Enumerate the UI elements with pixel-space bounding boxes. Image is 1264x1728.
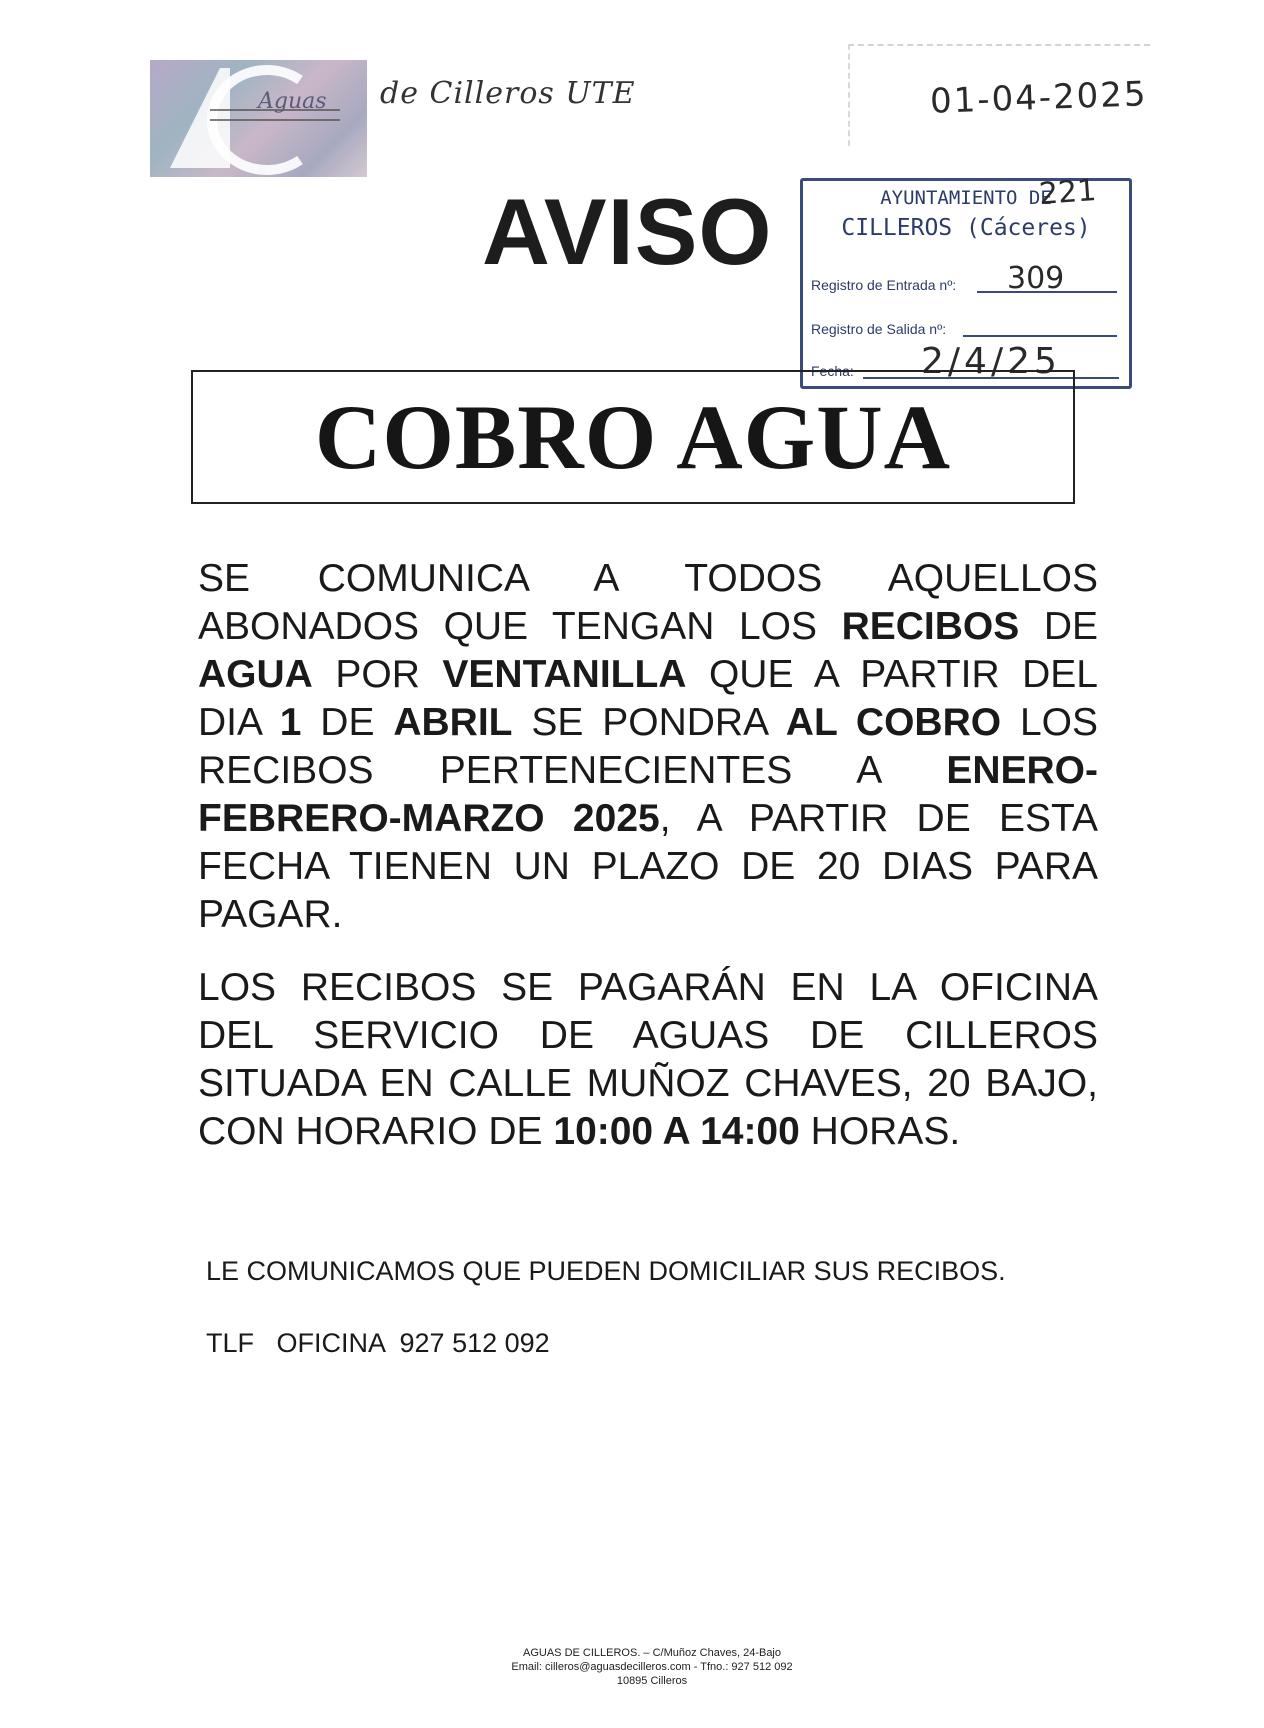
footer [432,1646,872,1688]
stamp-fecha-label: Fecha: [811,363,854,379]
aviso-heading: AVISO [482,179,773,284]
company-logo [150,60,367,177]
office-phone: TLF OFICINA 927 512 092 [206,1328,550,1358]
p1-text-2: DE [1019,605,1098,648]
p1-text-3: POR [312,653,443,696]
stamp-entrada-value: 309 [1007,261,1065,296]
stamp-salida-label: Registro de Salida nº: [811,321,947,337]
handwritten-date: 01-04-2025 [929,74,1149,122]
p2-text-1: LOS RECIBOS SE PAGARÁN EN LA OFICINA DEL SERVICIO DE AGUAS DE CILLEROS SITUADA EN CALLE MUÑOZ CHAVES, 20 BAJO, CON HORARIO DE [198,966,1098,1153]
stamp-corner-number: 221 [1037,173,1098,212]
paragraph-office-info [198,964,1098,1156]
logo-mark-icon [150,60,367,177]
p1-bold-abril: ABRIL [393,701,513,744]
p1-bold-recibos: RECIBOS [841,605,1020,648]
p2-text-2: HORAS. [799,1110,961,1153]
logo-inner-text: Aguas [258,89,327,114]
company-name: de Cilleros UTE [380,76,636,111]
p1-bold-al-cobro: AL COBRO [785,701,1002,744]
p1-text-7: LOS RECIBOS PERTENECIENTES A [198,701,1099,792]
footer-postal: 10895 Cilleros [616,1675,688,1687]
stamp-salida-line [963,335,1117,337]
p1-text-6: SE PONDRA [512,701,786,744]
p1-text-8: , A PARTIR DE ESTA FECHA TIENEN UN PLAZO DE 20 DIAS PARA PAGAR. [198,797,1098,936]
stamp-fecha-value: 2/4/25 [921,341,1061,382]
stamp-subtitle: CILLEROS (Cáceres) [841,215,1091,241]
p1-text-5: DE [301,701,394,744]
p2-bold-hours: 10:00 A 14:00 [553,1110,800,1153]
registry-stamp [800,173,1132,389]
footer-contact: Email: cilleros@aguasdecilleros.com - Tfno.: 927 512 092 [511,1661,793,1673]
footer-address: AGUAS DE CILLEROS. – C/Muñoz Chaves, 24-Bajo [523,1647,781,1659]
p1-bold-period: ENERO-FEBRERO-MARZO 2025 [198,749,1098,840]
domiciliation-notice: LE COMUNICAMOS QUE PUEDEN DOMICILIAR SUS RECIBOS. [206,1256,1006,1286]
stamp-title: AYUNTAMIENTO DE [880,187,1052,209]
cobro-agua-box [191,370,1075,504]
stamp-entrada-label: Registro de Entrada nº: [811,277,957,293]
paragraph-payment-notice [198,555,1098,939]
p1-bold-ventanilla: VENTANILLA [442,653,687,696]
p1-bold-agua: AGUA [198,653,313,696]
p1-bold-day: 1 [279,701,302,744]
cobro-agua-title: COBRO AGUA [314,386,952,488]
p1-text-1: SE COMUNICA A TODOS AQUELLOS ABONADOS QUE TENGAN LOS [198,557,1098,648]
p1-text-4: QUE A PARTIR DEL DIA [198,653,1098,744]
